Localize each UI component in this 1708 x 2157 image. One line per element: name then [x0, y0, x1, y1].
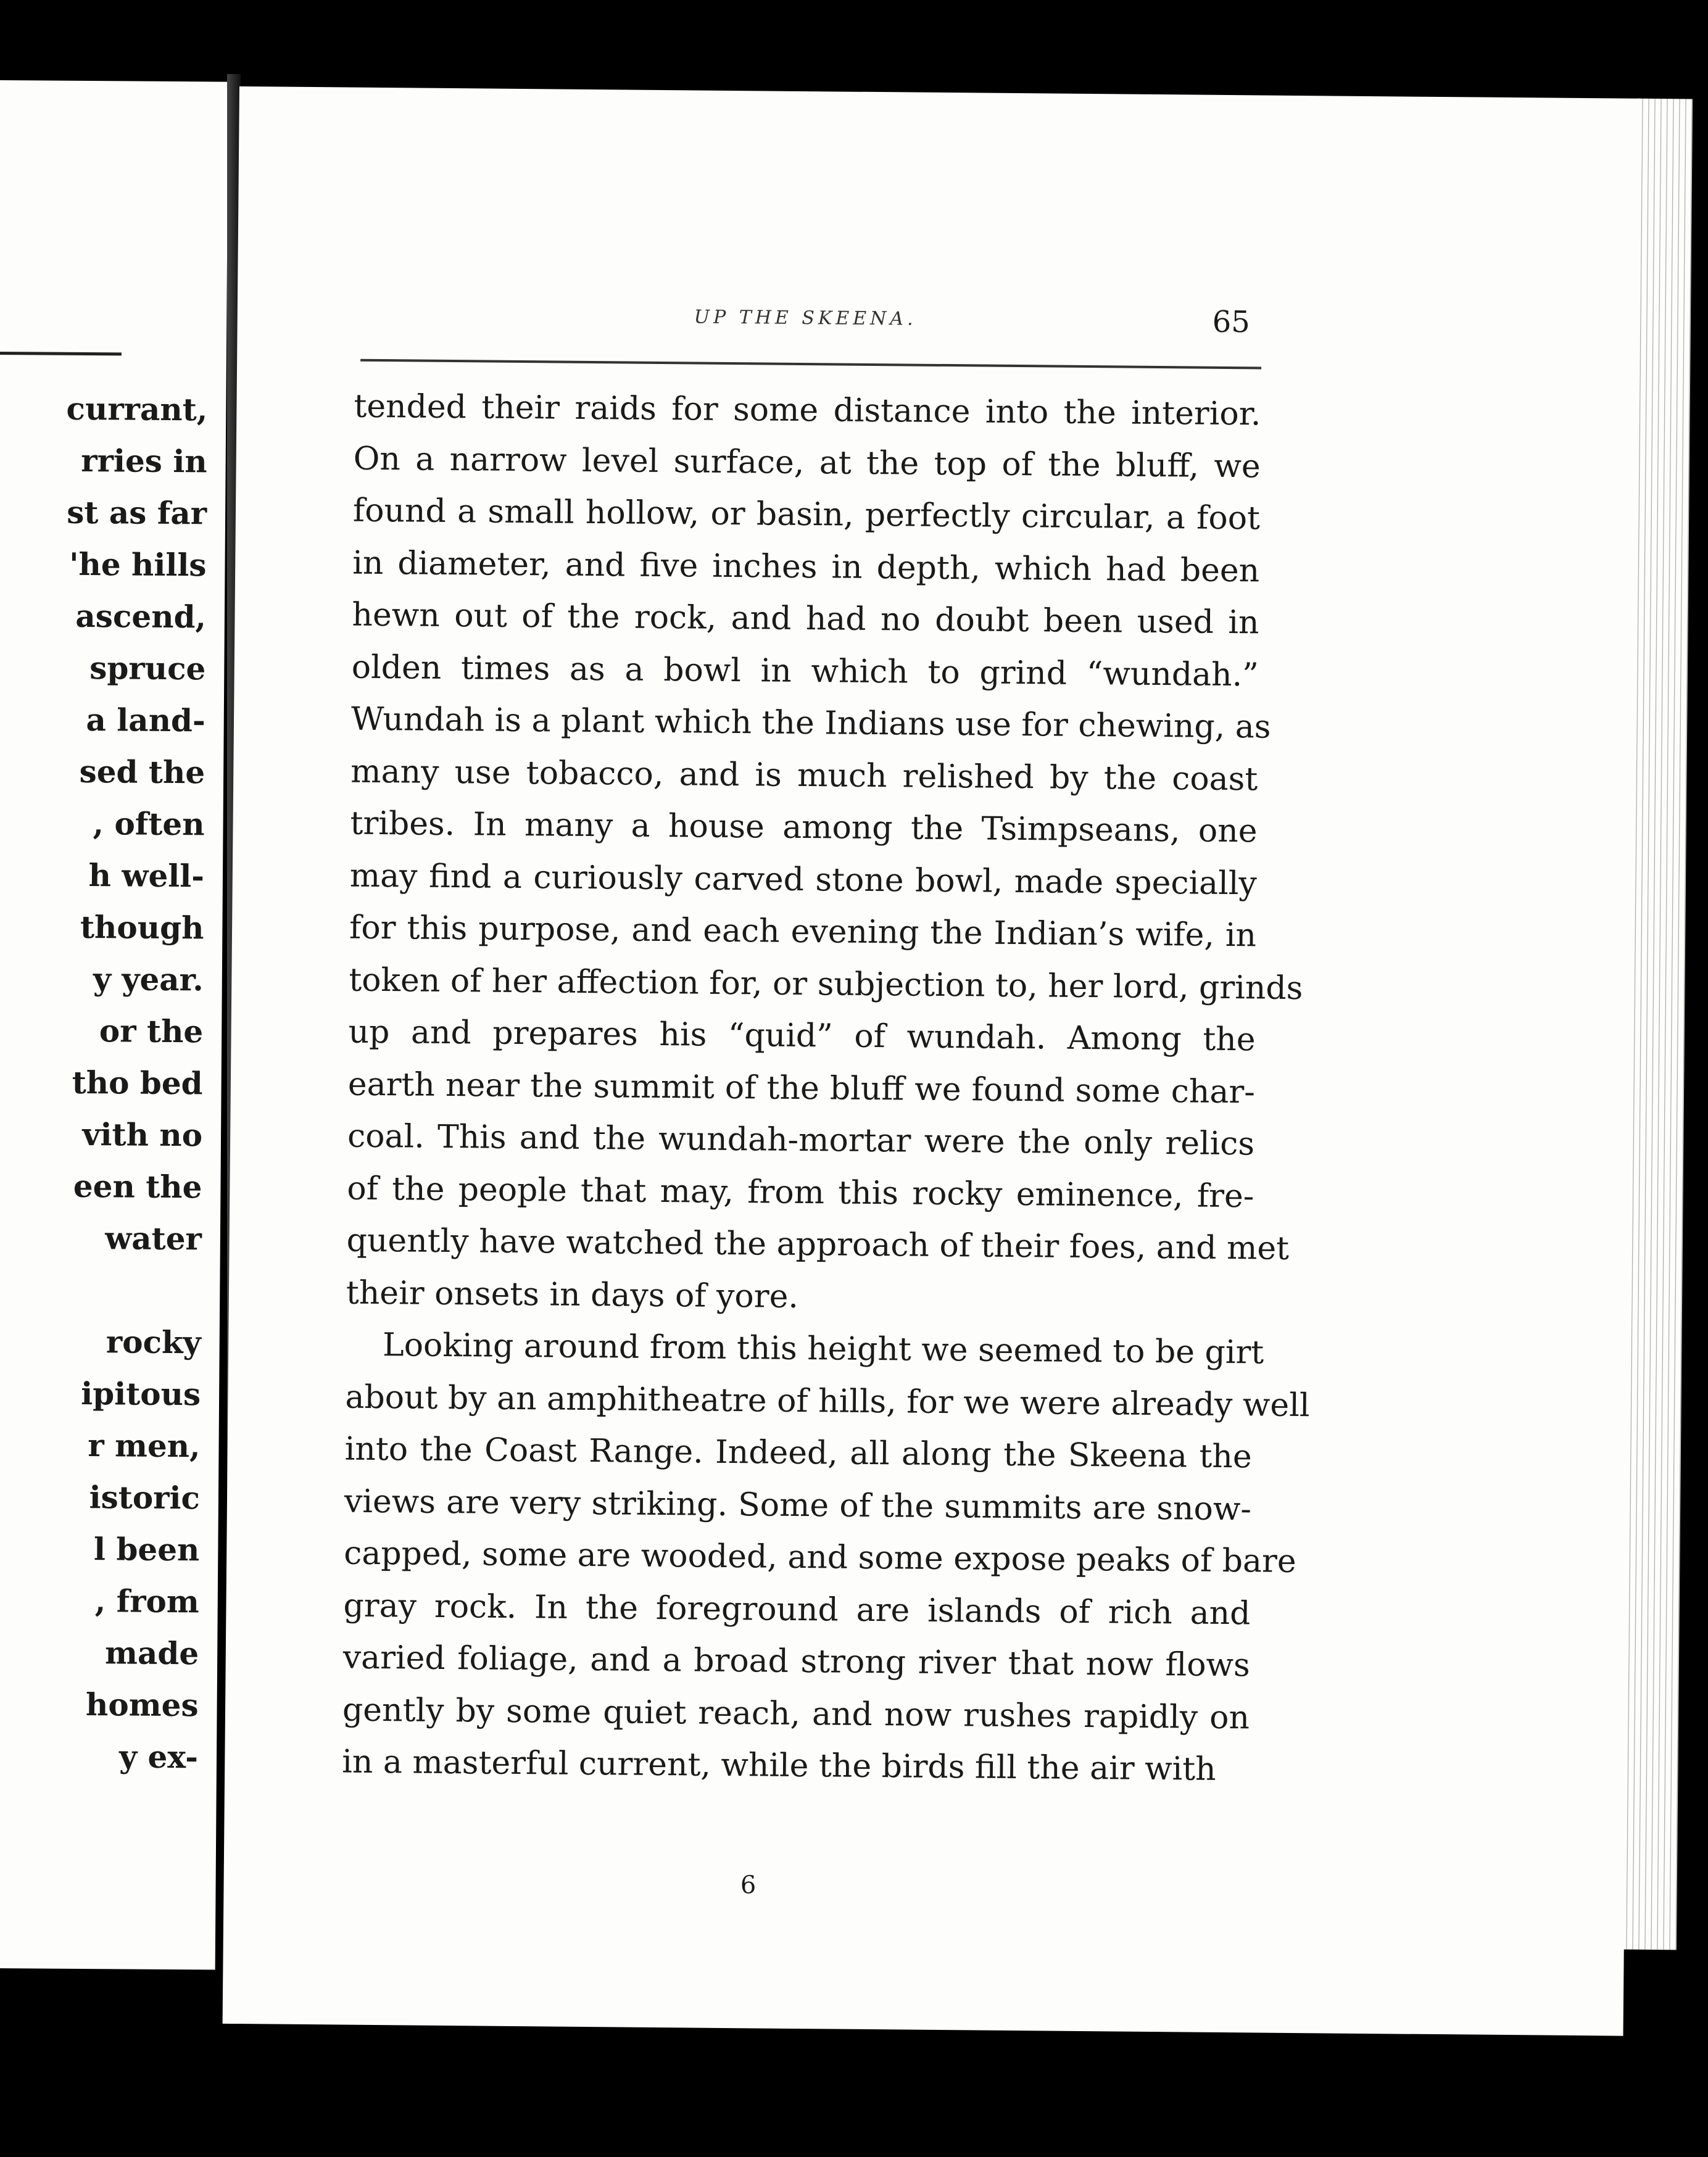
previous-page-line: r men, — [88, 1427, 201, 1465]
previous-page-line: , from — [94, 1583, 199, 1620]
previous-page-line: spruce — [89, 650, 206, 687]
signature-mark: 6 — [740, 1871, 757, 1900]
previous-page-line: homes — [85, 1686, 199, 1724]
running-head — [237, 302, 1638, 364]
previous-page-line: water — [104, 1220, 202, 1257]
previous-page-line: ascend, — [75, 597, 207, 636]
text-line: of the people that may, from this rocky eminence, fre- — [347, 1170, 1254, 1215]
previous-page-line: sed the — [79, 753, 205, 791]
previous-page-line: currant, — [66, 390, 208, 428]
current-page — [223, 86, 1640, 2036]
text-line: hewn out of the rock, and had no doubt been used in — [352, 596, 1259, 642]
text-line: in diameter, and five inches in depth, which had been — [352, 544, 1260, 589]
previous-page-line: h well- — [88, 857, 205, 895]
previous-page-line: l been — [93, 1531, 200, 1568]
text-line: olden times as a bowl in which to grind “wundah.” — [351, 648, 1259, 693]
text-line: for this purpose, and each evening the Indian’s wife, in — [349, 909, 1257, 954]
text-line: tended their raids for some distance into the interior. — [354, 387, 1261, 433]
text-line: about by an amphitheatre of hills, for we were already well — [345, 1378, 1310, 1424]
text-line: varied foliage, and a broad strong river that now flows — [342, 1639, 1250, 1684]
text-line: Looking around from this height we seemed to be girt — [382, 1327, 1264, 1372]
text-line: earth near the summit of the bluff we found some char- — [347, 1066, 1256, 1111]
text-line: gently by some quiet reach, and now rushes rapidly on — [342, 1691, 1250, 1736]
previous-page-line: rries in — [81, 442, 207, 480]
text-line: many use tobacco, and is much relished by the coast — [350, 753, 1258, 798]
text-line: in a masterful current, while the birds fill the air with — [342, 1743, 1216, 1788]
previous-page-line — [0, 1264, 202, 1317]
page-number: 65 — [1212, 304, 1251, 340]
previous-page-line: , often — [93, 805, 205, 843]
previous-page-line: made — [104, 1634, 199, 1672]
text-line: coal. This and the wundah-mortar were the only relics — [347, 1117, 1255, 1163]
text-line: their onsets in days of yore. — [346, 1274, 799, 1315]
text-line: gray rock. In the foreground are islands of rich and — [343, 1587, 1251, 1632]
text-line: capped, some are wooded, and some expose peaks of bare — [343, 1534, 1296, 1581]
text-line: up and prepares his “quid” of wundah. Among the — [348, 1013, 1256, 1059]
previous-page-text — [0, 383, 208, 1783]
previous-page-rule — [0, 352, 122, 355]
text-line: On a narrow level surface, at the top of the bluff, we — [353, 440, 1261, 485]
text-line: tribes. In many a house among the Tsimpseans, one — [350, 805, 1258, 850]
text-line: token of her affection for, or subjection to, her lord, grinds — [349, 961, 1303, 1007]
running-title: UP THE SKEENA. — [694, 306, 917, 330]
previous-page-line: istoric — [89, 1479, 201, 1517]
previous-page-line: tho bed — [72, 1064, 203, 1102]
text-line: quently have watched the approach of their foes, and met — [346, 1222, 1290, 1267]
text-line: into the Coast Range. Indeed, all along the Skeena the — [344, 1430, 1252, 1476]
previous-page-line: vith no — [82, 1116, 203, 1154]
previous-page-line: ipitous — [81, 1375, 201, 1413]
previous-page-line: y year. — [93, 961, 204, 998]
previous-page-line: 'he hills — [68, 545, 207, 584]
previous-page-line: a land- — [86, 701, 205, 739]
text-line: views are very striking. Some of the summits are snow- — [344, 1483, 1252, 1528]
body-text — [342, 381, 1310, 1796]
text-line: Wundah is a plant which the Indians use for chewing, as — [350, 700, 1271, 746]
previous-page-line: y ex- — [118, 1738, 199, 1776]
previous-page-line: rocky — [106, 1323, 201, 1361]
previous-page — [0, 80, 228, 1970]
previous-page-line: though — [80, 908, 204, 946]
previous-page-line: st as far — [67, 494, 207, 532]
previous-page-line: or the — [99, 1012, 204, 1050]
previous-page-line: een the — [73, 1167, 202, 1206]
header-rule — [360, 359, 1261, 370]
text-line: found a small hollow, or basin, perfectly circular, a foot — [352, 492, 1261, 537]
text-line: may find a curiously carved stone bowl, made specially — [349, 857, 1258, 902]
